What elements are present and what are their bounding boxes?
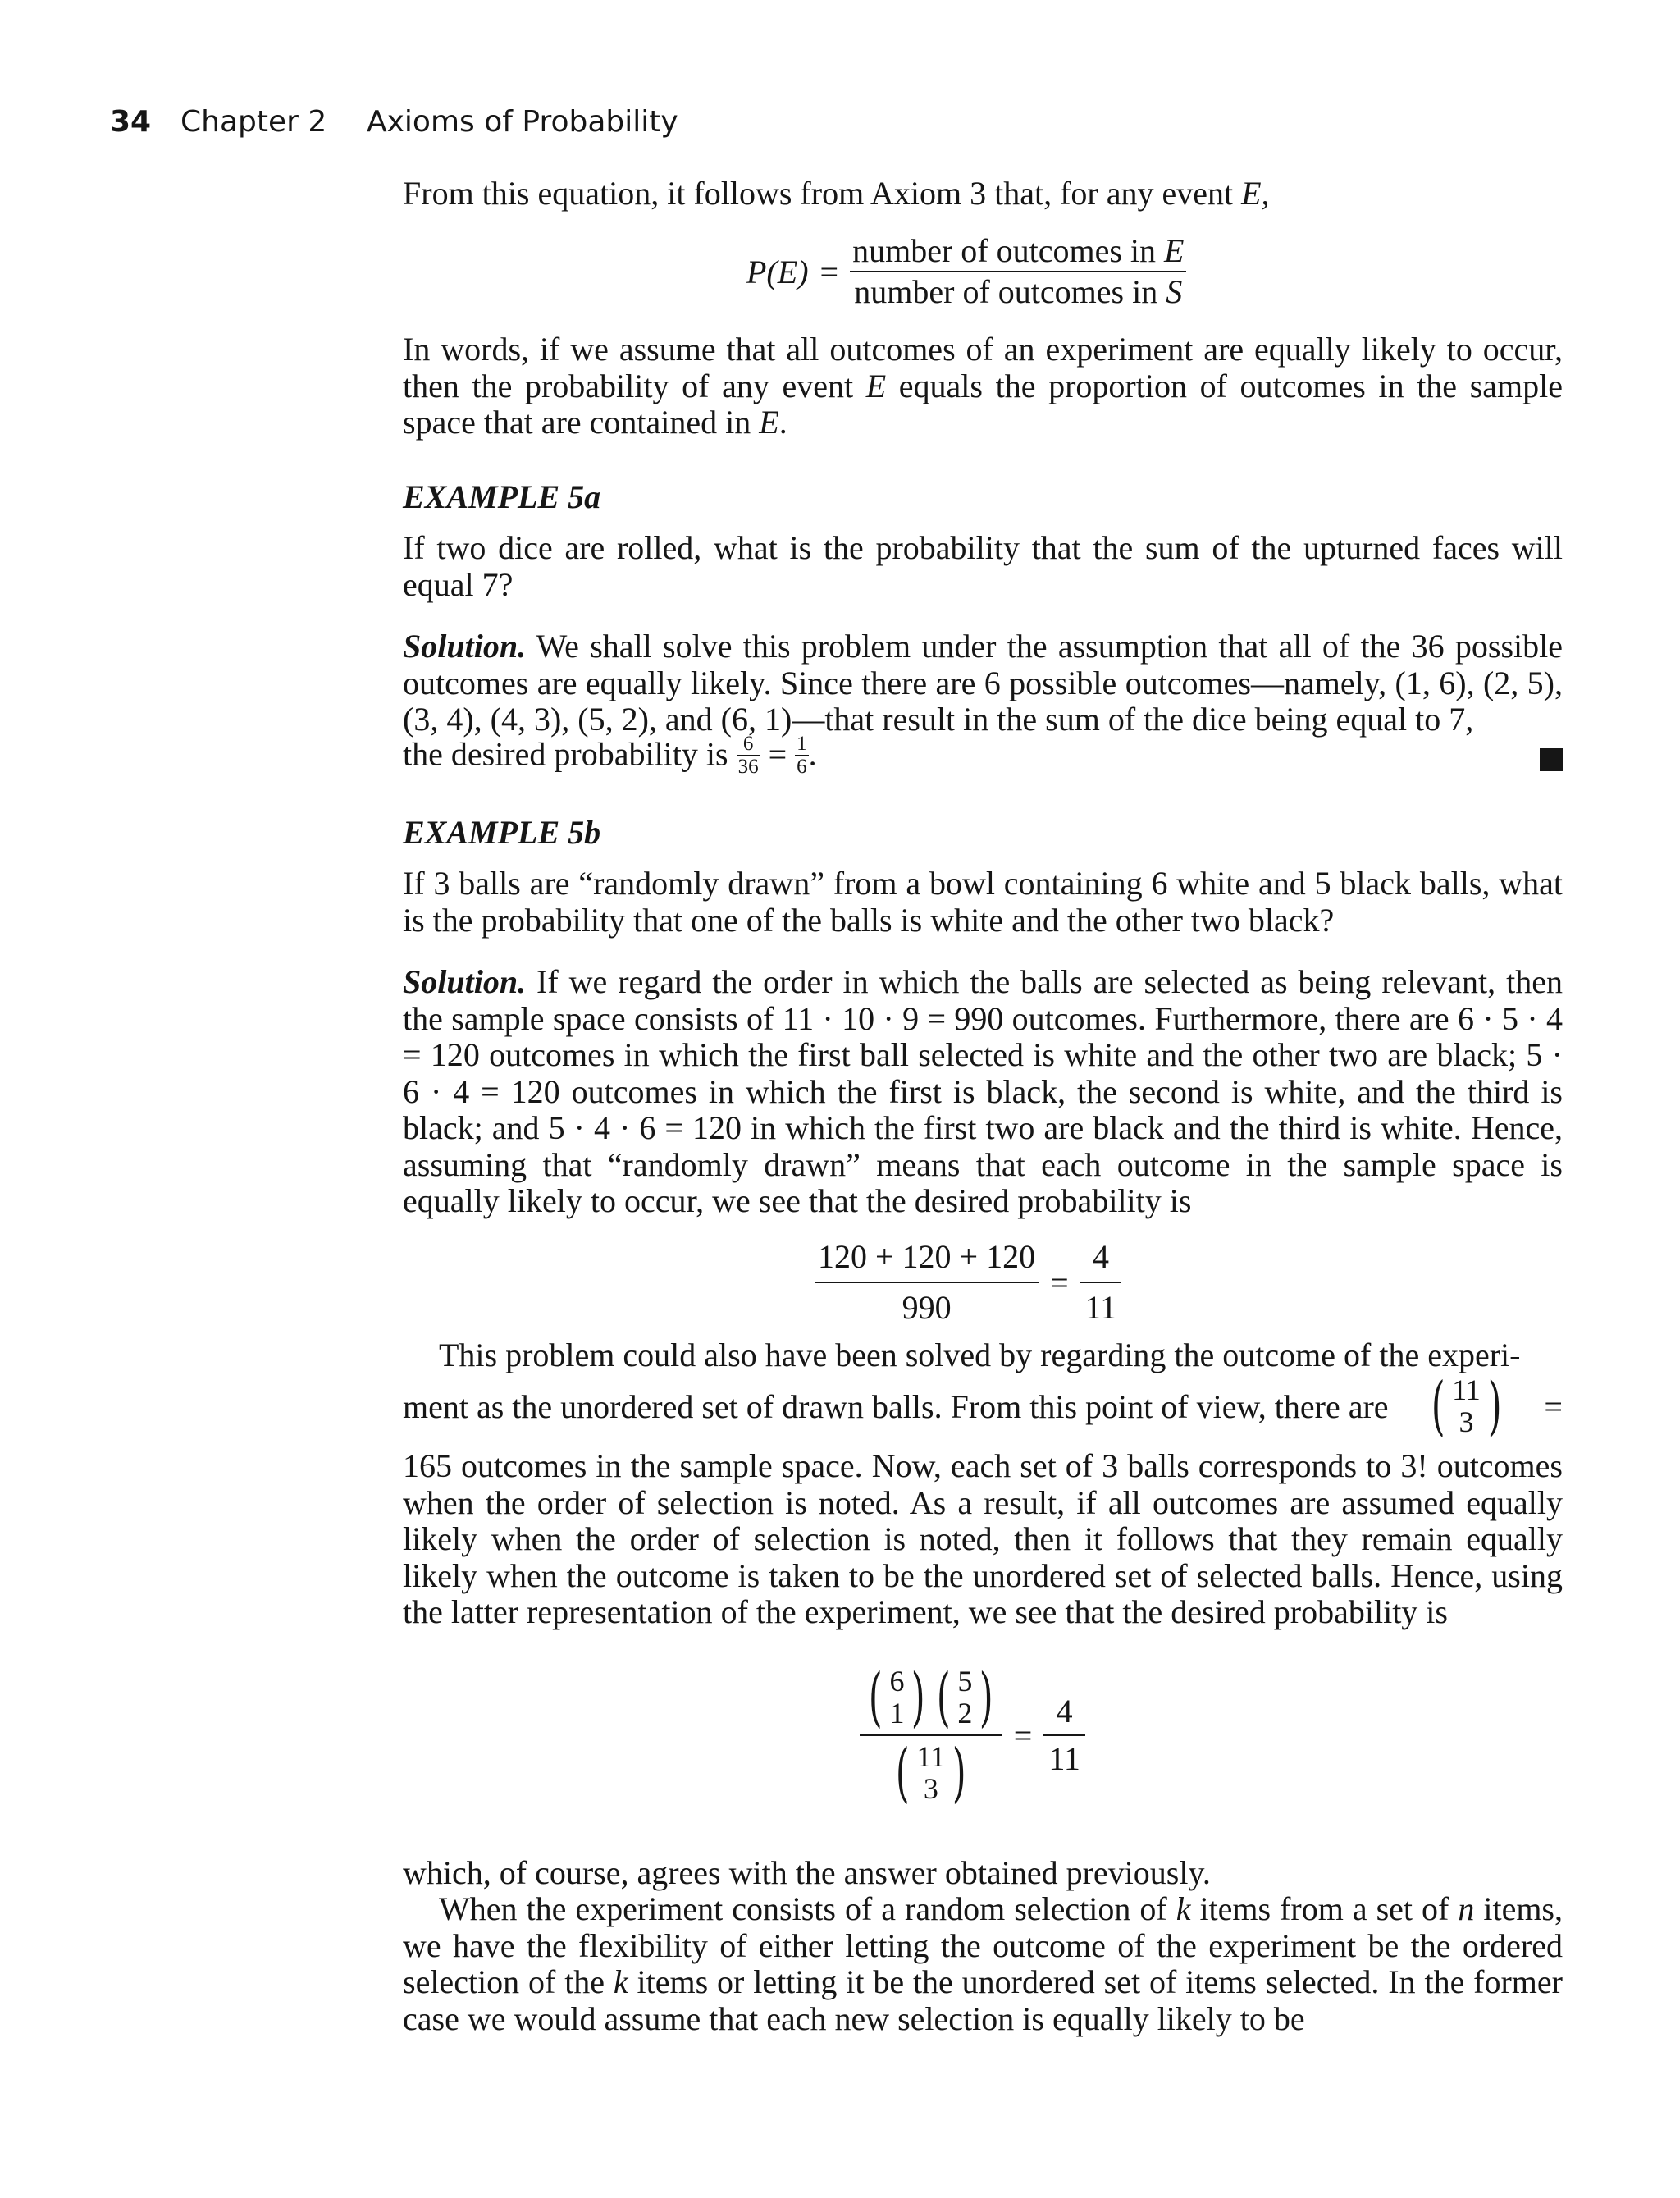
intro-line: From this equation, it follows from Axiom 3 that, for any event E, (403, 175, 1270, 212)
formula-denominator: number of outcomes in S (854, 273, 1183, 310)
probability-formula (746, 232, 1186, 310)
alternative-approach-line-1: This problem could also have been solved by regarding the outcome of the experi- (439, 1337, 1521, 1373)
binomial-11-choose-3: ( 11 3 ) (895, 1736, 966, 1810)
result-fraction: $\frac{4}{11}$ (1080, 1241, 1122, 1324)
chapter-label: Chapter 2 (180, 105, 327, 139)
formula-fraction (850, 232, 1186, 310)
formula-lhs: P(E) (746, 253, 809, 290)
result-fraction: $\frac{4}{11}$ (1043, 1695, 1085, 1775)
example-5a-result-line: the desired probability is $\frac{6}{36}$ = $\frac{1}{6}$ . (403, 733, 817, 778)
binomial-5-choose-2: ( 5 2 ) (936, 1661, 993, 1734)
solution-label: Solution. (403, 963, 527, 1000)
binomial-fraction (860, 1661, 1002, 1810)
agreement-line: which, of course, agrees with the answer obtained previously. (403, 1854, 1211, 1891)
alternative-approach-line-2: ment as the unordered set of drawn balls. From this point of view, there are ( 11 3 ) = (403, 1369, 1563, 1443)
closing-paragraph: When the experiment consists of a random selection of k items from a set of n items, we have the flexibility of either letting the outcome of the experiment be the ordered selection of the k items or letting it be the unordered set of items selected. In the former case we would assume that each new selection is equally likely to be (403, 1890, 1563, 2037)
solution-label: Solution. (403, 628, 527, 665)
fraction-6-36: $\frac{6}{36}$ (737, 733, 759, 778)
alternative-approach-paragraph: 165 outcomes in the sample space. Now, each set of 3 balls corresponds to 3! outcomes when the order of selection is noted. As a result, if all outcomes are assumed equally likely when the order of selection is noted, then it follows that they remain equally likely when the outcome is taken to be the unordered set of selected balls. Hence, using the latter representation of the experiment, we see that the desired probability is (403, 1447, 1563, 1630)
binomial-6-choose-1: ( 6 1 ) (868, 1661, 926, 1734)
example-5b-solution: Solution. If we regard the order in which the balls are selected as being relevant, then the sample space consists of 11 · 10 · 9 = 990 outcomes. Furthermore, there are 6 · 5 · 4 = 120 outcomes in which the first ball selected is white and the other two are black; 5 · 6 · 4 = 120 outcomes in which the first is black, the second is white, and the third is black; and 5 · 4 · 6 = 120 in which the first two are black and the third is white. Hence, assuming that “randomly drawn” means that each outcome in the sample space is equally likely to occur, we see that the desired probability is (403, 963, 1563, 1219)
example-5b-heading: EXAMPLE 5b (403, 814, 601, 851)
example-5b-question: If 3 balls are “randomly drawn” from a bowl containing 6 white and 5 black balls, what is the probability that one of the balls is white and the other two black? (403, 865, 1563, 939)
fraction-1-6: $\frac{1}{6}$ (797, 733, 807, 778)
formula-equals: = (819, 253, 839, 290)
page-number: 34 (110, 105, 152, 139)
example-5a-solution: Solution. We shall solve this problem under the assumption that all of the 36 possible outcomes are equally likely. Since there are 6 possible outcomes—namely, (1, 6), (2, 5), (3, 4), (4, 3), (5, 2), and (6, 1)—that result in the sum of the dice being equal to 7, (403, 628, 1563, 738)
ordered-probability-equation: $\frac{120 + 120 + 120}{990}$ = $\frac{4}{11}$ (815, 1241, 1121, 1324)
example-5a-question: If two dice are rolled, what is the probability that the sum of the upturned faces will equal 7? (403, 529, 1563, 603)
binomial-11-choose-3: ( 11 3 ) (1431, 1369, 1502, 1443)
formula-numerator: number of outcomes in E (850, 235, 1186, 272)
intro-paragraph: In words, if we assume that all outcomes of an experiment are equally likely to occur, then the probability of any event E equals the proportion of outcomes in the sample space that are contained in E. (403, 331, 1563, 441)
end-of-proof-square-icon (1540, 748, 1563, 771)
chapter-title: Axioms of Probability (367, 105, 678, 139)
example-5a-heading: EXAMPLE 5a (403, 478, 601, 515)
ordered-fraction: $\frac{120 + 120 + 120}{990}$ (815, 1241, 1039, 1324)
unordered-probability-equation: ( 6 1 ) ( 5 2 ) ( 11 3 ) = $\frac{4}{11}$ (860, 1666, 1085, 1805)
running-header (0, 105, 1680, 154)
